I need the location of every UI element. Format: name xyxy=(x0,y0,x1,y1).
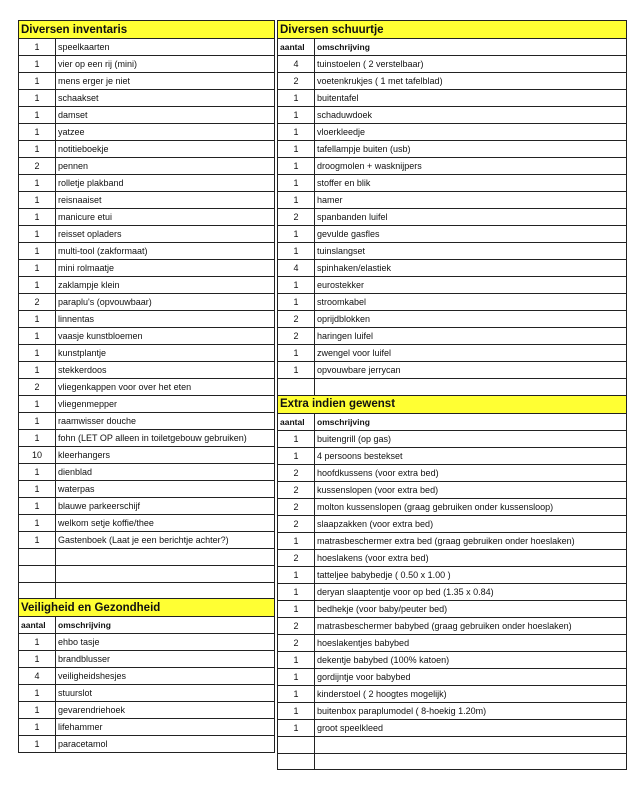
item-quantity xyxy=(19,565,56,582)
item-quantity: 1 xyxy=(19,107,56,124)
item-quantity: 1 xyxy=(19,311,56,328)
item-quantity: 2 xyxy=(278,328,315,345)
table-row xyxy=(19,277,275,294)
table-row xyxy=(19,549,275,566)
table-row xyxy=(278,549,627,566)
table-row xyxy=(19,515,275,532)
item-description: hamer xyxy=(315,192,627,209)
item-quantity: 1 xyxy=(19,651,56,668)
item-description: Gastenboek (Laat je een berichtje achter?) xyxy=(56,532,275,549)
item-description: zaklampje klein xyxy=(56,277,275,294)
item-quantity: 1 xyxy=(19,124,56,141)
table-row xyxy=(278,515,627,532)
item-description: matrasbeschermer extra bed (graag gebruiken onder hoeslaken) xyxy=(315,532,627,549)
table-row xyxy=(278,583,627,600)
item-description: mini rolmaatje xyxy=(56,260,275,277)
table-row xyxy=(278,736,627,753)
table-row xyxy=(278,175,627,192)
table-row xyxy=(19,90,275,107)
item-quantity: 1 xyxy=(278,651,315,668)
item-quantity: 4 xyxy=(19,668,56,685)
item-quantity: 2 xyxy=(278,209,315,226)
table-row xyxy=(19,413,275,430)
table-row xyxy=(19,430,275,447)
item-quantity xyxy=(278,379,315,396)
item-quantity: 2 xyxy=(278,549,315,566)
item-description: droogmolen + wasknijpers xyxy=(315,158,627,175)
table-row xyxy=(278,277,627,294)
item-description: opvouwbare jerrycan xyxy=(315,362,627,379)
item-description: tafellampje buiten (usb) xyxy=(315,141,627,158)
item-quantity: 2 xyxy=(278,481,315,498)
item-description: buitentafel xyxy=(315,90,627,107)
item-description: notitieboekje xyxy=(56,141,275,158)
table-row xyxy=(19,396,275,413)
item-quantity: 1 xyxy=(19,498,56,515)
item-description: vliegenkappen voor over het eten xyxy=(56,379,275,396)
item-quantity: 1 xyxy=(19,396,56,413)
item-quantity: 1 xyxy=(19,141,56,158)
section-title-diversen-inventaris xyxy=(19,21,275,39)
table-row xyxy=(19,582,275,599)
item-description: mens erger je niet xyxy=(56,73,275,90)
table-row xyxy=(278,192,627,209)
item-quantity xyxy=(19,549,56,566)
item-quantity: 2 xyxy=(19,158,56,175)
item-description: veiligheidshesjes xyxy=(56,668,275,685)
item-description: gevulde gasfles xyxy=(315,226,627,243)
table-row xyxy=(19,56,275,73)
table-row xyxy=(278,702,627,719)
table-row xyxy=(19,141,275,158)
item-description: manicure etui xyxy=(56,209,275,226)
item-quantity: 1 xyxy=(19,39,56,56)
item-description: speelkaarten xyxy=(56,39,275,56)
item-description: tatteljee babybedje ( 0.50 x 1.00 ) xyxy=(315,566,627,583)
item-quantity xyxy=(19,582,56,599)
item-description: tuinslangset xyxy=(315,243,627,260)
table-row xyxy=(278,481,627,498)
table-row xyxy=(19,481,275,498)
item-quantity: 4 xyxy=(278,56,315,73)
veiligheid-header-row xyxy=(19,617,275,634)
item-quantity: 2 xyxy=(19,294,56,311)
item-description: hoofdkussens (voor extra bed) xyxy=(315,464,627,481)
item-quantity: 1 xyxy=(19,362,56,379)
item-quantity: 1 xyxy=(19,243,56,260)
item-quantity: 1 xyxy=(278,243,315,260)
item-description: stekkerdoos xyxy=(56,362,275,379)
item-quantity: 1 xyxy=(19,73,56,90)
table-row xyxy=(278,260,627,277)
item-description: gevarendriehoek xyxy=(56,702,275,719)
item-quantity: 1 xyxy=(19,345,56,362)
table-row xyxy=(278,311,627,328)
section-title-veiligheid-text: Veiligheid en Gezondheid xyxy=(19,599,275,617)
item-description: stroomkabel xyxy=(315,294,627,311)
table-row xyxy=(19,107,275,124)
item-quantity: 1 xyxy=(19,209,56,226)
table-row xyxy=(278,566,627,583)
table-row xyxy=(19,532,275,549)
item-description: molton kussenslopen (graag gebruiken onder kussensloop) xyxy=(315,498,627,515)
item-description: brandblusser xyxy=(56,651,275,668)
item-quantity: 1 xyxy=(19,515,56,532)
item-quantity: 2 xyxy=(278,515,315,532)
table-row xyxy=(19,702,275,719)
item-quantity: 1 xyxy=(19,175,56,192)
item-quantity xyxy=(278,753,315,770)
table-row xyxy=(19,719,275,736)
item-quantity: 1 xyxy=(278,90,315,107)
table-row xyxy=(19,379,275,396)
item-quantity: 1 xyxy=(19,192,56,209)
item-description: haringen luifel xyxy=(315,328,627,345)
table-row xyxy=(19,565,275,582)
item-description: buitengrill (op gas) xyxy=(315,430,627,447)
table-row xyxy=(278,379,627,396)
item-description xyxy=(315,753,627,770)
item-description: dekentje babybed (100% katoen) xyxy=(315,651,627,668)
item-quantity: 2 xyxy=(278,464,315,481)
table-row xyxy=(278,617,627,634)
table-row xyxy=(278,328,627,345)
item-quantity: 1 xyxy=(19,685,56,702)
column-header-qty: aantal xyxy=(19,617,56,634)
section-title-diversen-inventaris-text: Diversen inventaris xyxy=(19,21,275,39)
item-description: multi-tool (zakformaat) xyxy=(56,243,275,260)
item-description: hoeslakens (voor extra bed) xyxy=(315,549,627,566)
item-description: linnentas xyxy=(56,311,275,328)
table-row xyxy=(19,498,275,515)
table-row xyxy=(19,668,275,685)
item-description: tuinstoelen ( 2 verstelbaar) xyxy=(315,56,627,73)
item-description: rolletje plakband xyxy=(56,175,275,192)
item-description: welkom setje koffie/thee xyxy=(56,515,275,532)
table-row xyxy=(19,634,275,651)
item-quantity: 1 xyxy=(278,668,315,685)
item-description: spanbanden luifel xyxy=(315,209,627,226)
schuurtje-header-row xyxy=(278,39,627,56)
item-description: dienblad xyxy=(56,464,275,481)
item-quantity: 1 xyxy=(278,226,315,243)
item-quantity: 1 xyxy=(19,464,56,481)
table-row xyxy=(278,90,627,107)
item-quantity: 1 xyxy=(19,719,56,736)
item-quantity: 1 xyxy=(278,719,315,736)
table-row xyxy=(19,345,275,362)
table-row xyxy=(19,736,275,753)
item-description xyxy=(315,736,627,753)
extra-header-row xyxy=(278,413,627,430)
section-title-extra xyxy=(278,395,627,413)
table-row xyxy=(278,107,627,124)
table-row xyxy=(19,311,275,328)
item-description: schaakset xyxy=(56,90,275,107)
item-quantity: 1 xyxy=(278,124,315,141)
table-row xyxy=(19,685,275,702)
item-description: 4 persoons bestekset xyxy=(315,447,627,464)
item-description: hoeslakentjes babybed xyxy=(315,634,627,651)
item-description: raamwisser douche xyxy=(56,413,275,430)
table-row xyxy=(19,260,275,277)
item-description: eurostekker xyxy=(315,277,627,294)
table-row xyxy=(278,362,627,379)
item-quantity: 1 xyxy=(19,328,56,345)
table-row xyxy=(19,243,275,260)
table-row xyxy=(19,73,275,90)
table-row xyxy=(278,294,627,311)
left-column xyxy=(18,20,275,753)
table-row xyxy=(19,192,275,209)
table-row xyxy=(19,124,275,141)
table-row xyxy=(278,498,627,515)
item-quantity: 1 xyxy=(278,192,315,209)
column-header-description: omschrijving xyxy=(315,413,627,430)
item-description: damset xyxy=(56,107,275,124)
table-row xyxy=(19,175,275,192)
item-description: reisnaaiset xyxy=(56,192,275,209)
table-row xyxy=(278,464,627,481)
item-description: vliegenmepper xyxy=(56,396,275,413)
table-row xyxy=(19,651,275,668)
item-quantity: 1 xyxy=(278,277,315,294)
item-description: deryan slaaptentje voor op bed (1.35 x 0.84) xyxy=(315,583,627,600)
item-quantity: 1 xyxy=(278,158,315,175)
table-row xyxy=(278,753,627,770)
item-description: kinderstoel ( 2 hoogtes mogelijk) xyxy=(315,685,627,702)
table-row xyxy=(19,294,275,311)
table-row xyxy=(19,209,275,226)
table-row xyxy=(278,56,627,73)
table-row xyxy=(278,209,627,226)
table-row xyxy=(278,243,627,260)
item-description: stoffer en blik xyxy=(315,175,627,192)
item-quantity: 1 xyxy=(278,532,315,549)
item-quantity: 1 xyxy=(278,583,315,600)
table-row xyxy=(278,430,627,447)
item-quantity: 1 xyxy=(278,345,315,362)
table-row xyxy=(278,345,627,362)
item-quantity: 1 xyxy=(19,277,56,294)
item-quantity: 1 xyxy=(278,566,315,583)
table-row xyxy=(278,226,627,243)
right-column xyxy=(277,20,627,770)
item-quantity: 1 xyxy=(278,447,315,464)
item-quantity: 1 xyxy=(278,685,315,702)
item-quantity: 1 xyxy=(278,294,315,311)
item-description: slaapzakken (voor extra bed) xyxy=(315,515,627,532)
table-row xyxy=(278,158,627,175)
item-description: pennen xyxy=(56,158,275,175)
item-quantity: 1 xyxy=(278,702,315,719)
table-row xyxy=(19,328,275,345)
item-description: waterpas xyxy=(56,481,275,498)
table-row xyxy=(19,158,275,175)
item-description: stuurslot xyxy=(56,685,275,702)
item-quantity: 1 xyxy=(19,736,56,753)
section-title-diversen-schuurtje xyxy=(278,21,627,39)
item-quantity: 1 xyxy=(19,260,56,277)
item-description: blauwe parkeerschijf xyxy=(56,498,275,515)
table-row xyxy=(278,141,627,158)
item-quantity: 1 xyxy=(19,702,56,719)
item-quantity: 1 xyxy=(19,481,56,498)
item-description: spinhaken/elastiek xyxy=(315,260,627,277)
table-row xyxy=(278,685,627,702)
item-description: paraplu's (opvouwbaar) xyxy=(56,294,275,311)
item-description: lifehammer xyxy=(56,719,275,736)
item-quantity: 1 xyxy=(19,430,56,447)
table-row xyxy=(278,124,627,141)
item-description: fohn (LET OP alleen in toiletgebouw gebruiken) xyxy=(56,430,275,447)
section-title-extra-text: Extra indien gewenst xyxy=(278,395,627,413)
item-description: yatzee xyxy=(56,124,275,141)
item-description: vier op een rij (mini) xyxy=(56,56,275,73)
table-row xyxy=(278,600,627,617)
column-header-qty: aantal xyxy=(278,39,315,56)
item-quantity: 1 xyxy=(278,141,315,158)
table-row xyxy=(278,532,627,549)
item-description: voetenkrukjes ( 1 met tafelblad) xyxy=(315,73,627,90)
item-quantity: 1 xyxy=(19,226,56,243)
table-row xyxy=(278,719,627,736)
item-quantity: 2 xyxy=(278,617,315,634)
column-header-description: omschrijving xyxy=(56,617,275,634)
item-description: gordijntje voor babybed xyxy=(315,668,627,685)
inventory-table-left xyxy=(18,20,275,753)
item-description xyxy=(56,582,275,599)
inventory-table-right xyxy=(277,20,627,770)
item-description: ehbo tasje xyxy=(56,634,275,651)
item-quantity: 1 xyxy=(278,107,315,124)
column-header-qty: aantal xyxy=(278,413,315,430)
item-quantity: 1 xyxy=(19,634,56,651)
item-description xyxy=(56,549,275,566)
item-description: vaasje kunstbloemen xyxy=(56,328,275,345)
item-description xyxy=(315,379,627,396)
table-row xyxy=(19,226,275,243)
table-row xyxy=(278,651,627,668)
item-quantity: 1 xyxy=(19,413,56,430)
item-description: buitenbox paraplumodel ( 8-hoekig 1.20m) xyxy=(315,702,627,719)
item-description: reisset opladers xyxy=(56,226,275,243)
item-description: vloerkleedje xyxy=(315,124,627,141)
section-title-veiligheid xyxy=(19,599,275,617)
item-quantity: 1 xyxy=(19,90,56,107)
item-quantity: 2 xyxy=(278,311,315,328)
item-description: oprijdblokken xyxy=(315,311,627,328)
item-description xyxy=(56,565,275,582)
item-description: kleerhangers xyxy=(56,447,275,464)
item-description: matrasbeschermer babybed (graag gebruiken onder hoeslaken) xyxy=(315,617,627,634)
table-row xyxy=(19,447,275,464)
item-description: bedhekje (voor baby/peuter bed) xyxy=(315,600,627,617)
item-description: kussenslopen (voor extra bed) xyxy=(315,481,627,498)
table-row xyxy=(278,447,627,464)
table-row xyxy=(19,362,275,379)
table-row xyxy=(278,73,627,90)
item-quantity: 2 xyxy=(19,379,56,396)
item-quantity: 10 xyxy=(19,447,56,464)
item-quantity: 1 xyxy=(278,175,315,192)
item-quantity: 2 xyxy=(278,634,315,651)
table-row xyxy=(278,634,627,651)
table-row xyxy=(19,39,275,56)
table-row xyxy=(19,464,275,481)
section-title-diversen-schuurtje-text: Diversen schuurtje xyxy=(278,21,627,39)
column-header-description: omschrijving xyxy=(315,39,627,56)
item-quantity: 1 xyxy=(278,600,315,617)
table-row xyxy=(278,668,627,685)
item-description: zwengel voor luifel xyxy=(315,345,627,362)
item-description: kunstplantje xyxy=(56,345,275,362)
item-quantity: 1 xyxy=(19,56,56,73)
item-quantity: 2 xyxy=(278,73,315,90)
item-description: groot speelkleed xyxy=(315,719,627,736)
item-description: schaduwdoek xyxy=(315,107,627,124)
item-description: paracetamol xyxy=(56,736,275,753)
item-quantity xyxy=(278,736,315,753)
item-quantity: 1 xyxy=(278,430,315,447)
item-quantity: 4 xyxy=(278,260,315,277)
item-quantity: 1 xyxy=(278,362,315,379)
item-quantity: 2 xyxy=(278,498,315,515)
item-quantity: 1 xyxy=(19,532,56,549)
